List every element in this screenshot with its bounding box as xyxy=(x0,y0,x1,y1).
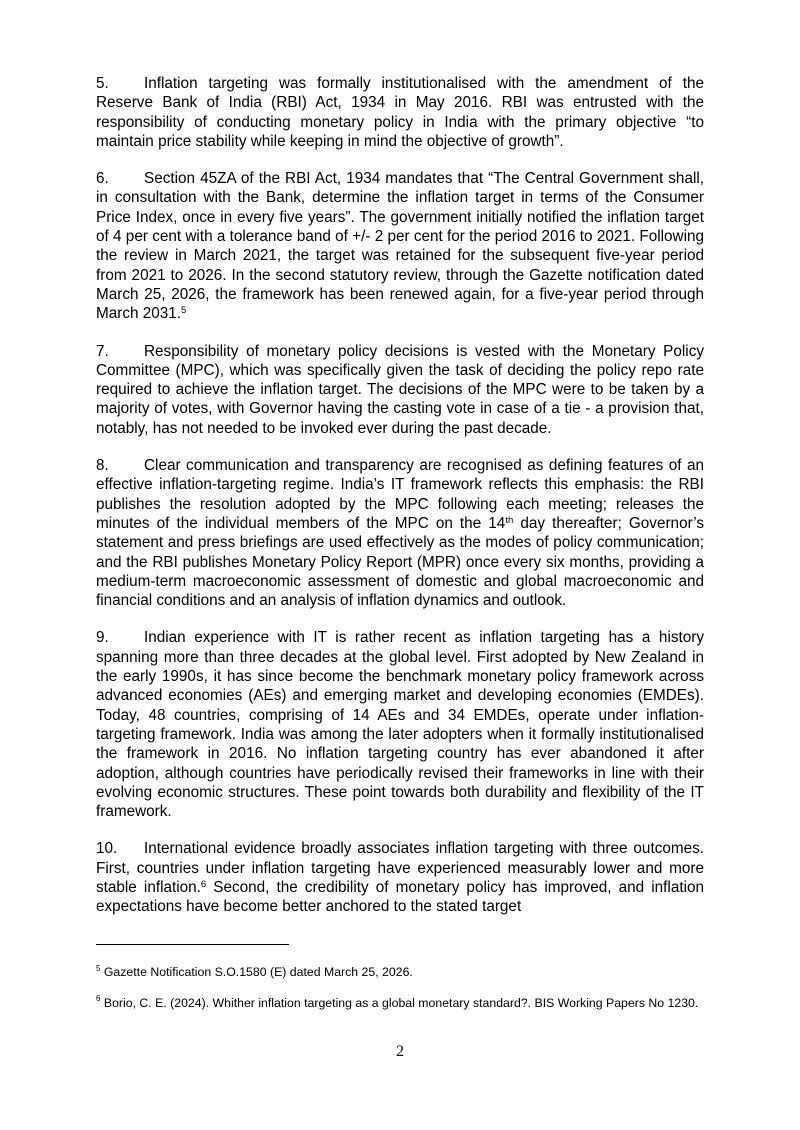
paragraph-text-continued: Second, the credibility of monetary policy has improved, and inflation expectations have become better anchored to the stated target xyxy=(96,878,704,916)
paragraph-text: Inflation targeting was formally institutionalised with the amendment of the Reserve Bank of India (RBI) Act, 1934 in May 2016. RBI was entrusted with the responsibility of conducting monetary policy in India with the primary objective “to maintain price stability while keeping in mind the objective of growth”. xyxy=(96,75,704,150)
paragraph-number: 5. xyxy=(96,75,109,92)
paragraph-number: 8. xyxy=(96,457,109,475)
footnote-separator xyxy=(96,944,289,945)
paragraph-number: 6. xyxy=(96,170,109,188)
footnotes xyxy=(96,965,704,1026)
paragraph-text-continued: day thereafter; Governor’s statement and press briefings are used effectively as the modes of policy communication; and the RBI publishes Monetary Policy Report (MPR) once every six months, providing a medium-term macroeconomic assessment of domestic and global macroeconomic and financial conditions and an analysis of inflation dynamics and outlook. xyxy=(96,514,705,610)
footnote-marker: 6 xyxy=(96,994,101,1004)
paragraph-6 xyxy=(96,169,704,323)
footnote-reference[interactable]: 5 xyxy=(181,305,187,317)
ordinal-superscript: th xyxy=(505,514,514,526)
document-body xyxy=(96,74,704,935)
footnote-reference[interactable]: 6 xyxy=(200,878,207,890)
paragraph-8 xyxy=(96,456,704,610)
paragraph-number: 7. xyxy=(96,342,109,360)
paragraph-9 xyxy=(96,628,704,821)
footnote-6 xyxy=(96,996,704,1012)
paragraph-number: 9. xyxy=(96,629,109,647)
footnote-text: Gazette Notification S.O.1580 (E) dated March 25, 2026. xyxy=(100,965,413,979)
paragraph-5 xyxy=(96,74,704,151)
paragraph-text: Section 45ZA of the RBI Act, 1934 mandates that “The Central Government shall, in consultation with the Bank, determine the inflation target in terms of the Consumer Price Index, once in every five years”. The government initially notified the inflation target of 4 per cent with a tolerance band of +/- 2 per cent for the period 2016 to 2021. Following the review in March 2021, the target was retained for the subsequent five-year period from 2021 to 2026. In the second statutory review, through the Gazette notification dated March 25, 2026, the framework has been renewed again, for a five-year period through March 2031. xyxy=(96,170,704,323)
footnote-marker: 5 xyxy=(96,963,101,973)
paragraph-text: Responsibility of monetary policy decisions is vested with the Monetary Policy Committee (MPC), which was specifically given the task of deciding the policy repo rate required to achieve the inflation target. The decisions of the MPC were to be taken by a majority of votes, with Governor having the casting vote in case of a tie - a provision that, notably, has not needed to be invoked ever during the past decade. xyxy=(96,342,704,437)
paragraph-text: Clear communication and transparency are recognised as defining features of an effective inflation-targeting regime. India’s IT framework reflects this emphasis: the RBI publishes the resolution adopted by the MPC following each meeting; releases the minutes of the individual members of the MPC on the 14 xyxy=(96,457,704,532)
paragraph-10 xyxy=(96,839,704,916)
page-number: 2 xyxy=(396,1043,404,1060)
paragraph-number: 10. xyxy=(96,840,118,858)
paragraph-text: International evidence broadly associates inflation targeting with three outcomes. First, countries under inflation targeting have experienced measurably lower and more stable inflation. xyxy=(96,840,704,896)
footnote-text: Borio, C. E. (2024). Whither inflation targeting as a global monetary standard?. BIS Working Papers No 1230. xyxy=(100,995,699,1010)
paragraph-7 xyxy=(96,342,704,438)
footnote-5 xyxy=(96,965,704,981)
paragraph-text: Indian experience with IT is rather recent as inflation targeting has a history spanning more than three decades at the global level. First adopted by New Zealand in the early 1990s, it has since become the benchmark monetary policy framework across advanced economies (AEs) and emerging market and developing economies (EMDEs). Today, 48 countries, comprising of 14 AEs and 34 EMDEs, operate under inflation-targeting framework. India was among the later adopters when it formally institutionalised the framework in 2016. No inflation targeting country has ever abandoned it after adoption, although countries have periodically revised their frameworks in line with their evolving economic structures. These point towards both durability and flexibility of the IT framework. xyxy=(96,629,704,821)
